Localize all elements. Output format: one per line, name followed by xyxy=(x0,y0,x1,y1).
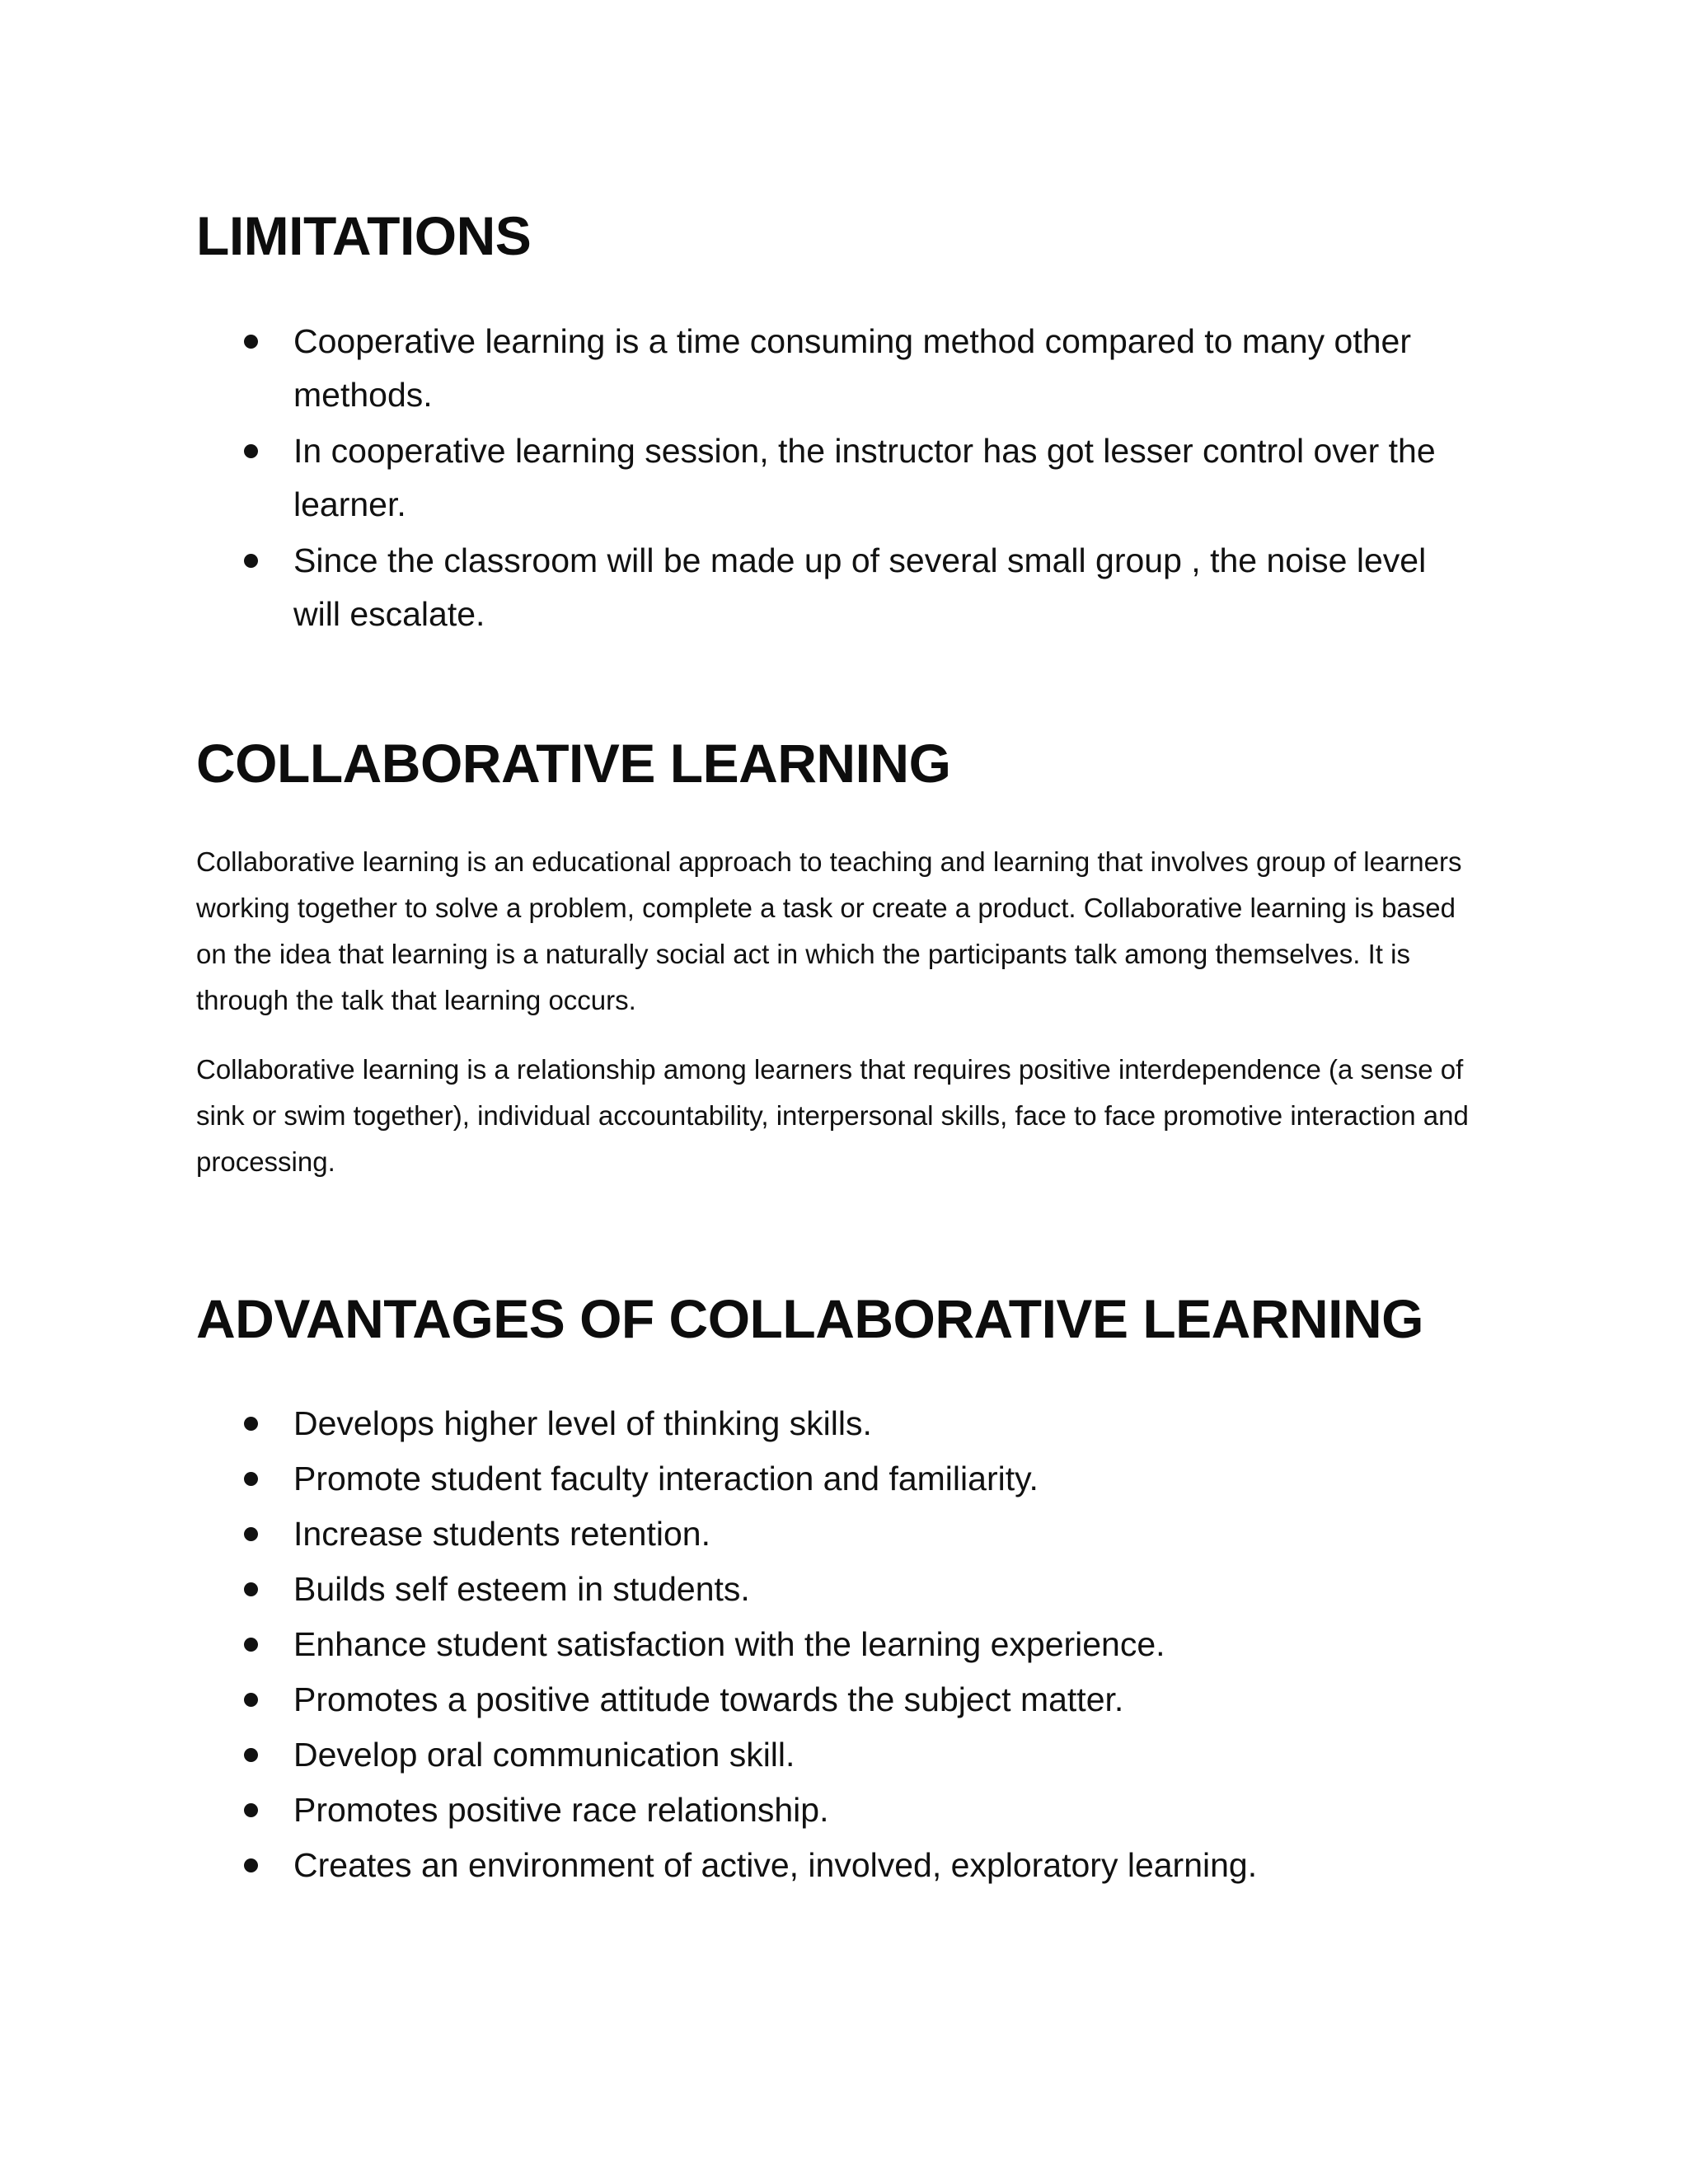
bullet-icon xyxy=(244,1693,258,1707)
list-item xyxy=(196,315,1482,422)
list-item xyxy=(196,1783,1482,1838)
bullet-icon xyxy=(244,1803,258,1817)
list-item xyxy=(196,1451,1482,1507)
list-item xyxy=(196,1396,1482,1451)
list-item-text: Increase students retention. xyxy=(293,1515,710,1553)
list-item-text: Cooperative learning is a time consuming method compared to many other methods. xyxy=(293,322,1411,414)
list-item xyxy=(196,1838,1482,1893)
advantages-list xyxy=(196,1396,1482,1893)
list-item-text: In cooperative learning session, the instructor has got lesser control over the learner. xyxy=(293,432,1436,523)
bullet-icon xyxy=(244,554,258,568)
list-item xyxy=(196,424,1482,532)
bullet-icon xyxy=(244,1858,258,1872)
list-item xyxy=(196,534,1482,641)
list-item-text: Develops higher level of thinking skills. xyxy=(293,1404,872,1442)
collaborative-learning-heading: COLLABORATIVE LEARNING xyxy=(196,733,951,794)
bullet-icon xyxy=(244,1417,258,1431)
list-item xyxy=(196,1672,1482,1727)
list-item-text: Promote student faculty interaction and familiarity. xyxy=(293,1460,1039,1497)
list-item xyxy=(196,1617,1482,1672)
list-item-text: Develop oral communication skill. xyxy=(293,1736,795,1774)
list-item xyxy=(196,1507,1482,1562)
bullet-icon xyxy=(244,1638,258,1652)
list-item-text: Promotes a positive attitude towards the subject matter. xyxy=(293,1680,1124,1718)
list-item-text: Enhance student satisfaction with the learning experience. xyxy=(293,1625,1165,1663)
advantages-heading: ADVANTAGES OF COLLABORATIVE LEARNING xyxy=(196,1288,1423,1349)
list-item xyxy=(196,1727,1482,1783)
limitations-list xyxy=(196,315,1482,644)
limitations-heading: LIMITATIONS xyxy=(196,205,532,266)
bullet-icon xyxy=(244,1472,258,1486)
list-item-text: Builds self esteem in students. xyxy=(293,1570,750,1608)
list-item-text: Promotes positive race relationship. xyxy=(293,1791,829,1829)
bullet-icon xyxy=(244,1527,258,1541)
bullet-icon xyxy=(244,444,258,458)
bullet-icon xyxy=(244,1748,258,1762)
collaborative-paragraph-2: Collaborative learning is a relationship among learners that requires positive interdependence (a sense of sink or swim together), individual accountability, interpersonal skills, face to face promotive interaction and processing. xyxy=(196,1054,1469,1177)
bullet-icon xyxy=(244,335,258,349)
list-item xyxy=(196,1562,1482,1617)
list-item-text: Since the classroom will be made up of several small group , the noise level will escalate. xyxy=(293,541,1427,633)
collaborative-paragraph-1: Collaborative learning is an educational approach to teaching and learning that involves group of learners working together to solve a problem, complete a task or create a product. Collaborative learning is based on the idea that learning is a naturally social act in which the participants talk among themselves. It is through the talk that learning occurs. xyxy=(196,846,1462,1015)
list-item-text: Creates an environment of active, involved, exploratory learning. xyxy=(293,1846,1258,1884)
bullet-icon xyxy=(244,1582,258,1596)
